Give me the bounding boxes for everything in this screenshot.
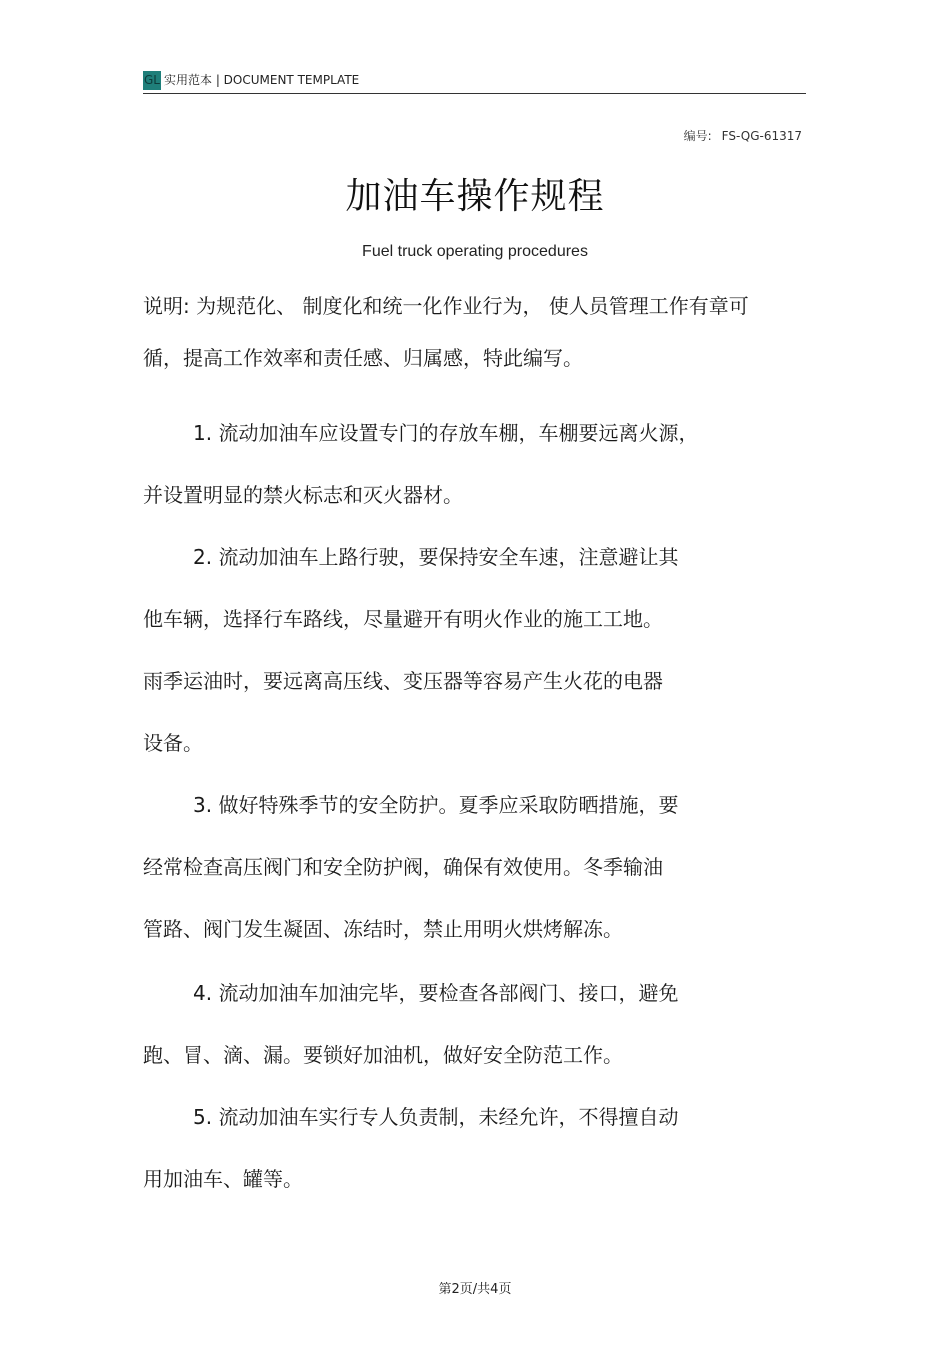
- document-number-label: 编号:: [683, 129, 712, 143]
- logo: GL: [143, 71, 161, 90]
- body-line: 经常检查高压阀门和安全防护阀，确保有效使用。冬季输油: [143, 855, 663, 879]
- body-line: 管路、阀门发生凝固、冻结时，禁止用明火烘烤解冻。: [143, 917, 623, 941]
- body-line: 跑、冒、滴、漏。要锁好加油机，做好安全防范工作。: [143, 1043, 623, 1067]
- body-line: 3. 做好特殊季节的安全防护。夏季应采取防晒措施，要: [193, 793, 679, 817]
- body-line: 2. 流动加油车上路行驶，要保持安全车速，注意避让其: [193, 545, 679, 569]
- body-line: 4. 流动加油车加油完毕，要检查各部阀门、接口，避免: [193, 981, 679, 1005]
- body-line: 5. 流动加油车实行专人负责制，未经允许，不得擅自动: [193, 1105, 679, 1129]
- body-line: 用加油车、罐等。: [143, 1167, 303, 1191]
- page-title: 加油车操作规程: [345, 176, 605, 217]
- body-line: 雨季运油时，要远离高压线、变压器等容易产生火花的电器: [143, 669, 663, 693]
- page-footer: 第2页/共4页: [438, 1282, 512, 1297]
- page-header: [143, 70, 806, 94]
- header-text: 实用范本 | DOCUMENT TEMPLATE: [164, 73, 360, 87]
- body-line: 说明: 为规范化、 制度化和统一化作业行为， 使人员管理工作有章可: [143, 294, 749, 318]
- body-line: 设备。: [143, 731, 203, 755]
- body-line: 并设置明显的禁火标志和灭火器材。: [143, 483, 463, 507]
- page-subtitle: Fuel truck operating procedures: [362, 243, 588, 260]
- document-number-value: FS-QG-61317: [721, 129, 802, 143]
- body-line: 1. 流动加油车应设置专门的存放车棚，车棚要远离火源，: [193, 421, 699, 445]
- document-number: [684, 127, 802, 144]
- body-line: 循，提高工作效率和责任感、归属感，特此编写。: [143, 346, 583, 370]
- body-line: 他车辆，选择行车路线，尽量避开有明火作业的施工工地。: [143, 607, 663, 631]
